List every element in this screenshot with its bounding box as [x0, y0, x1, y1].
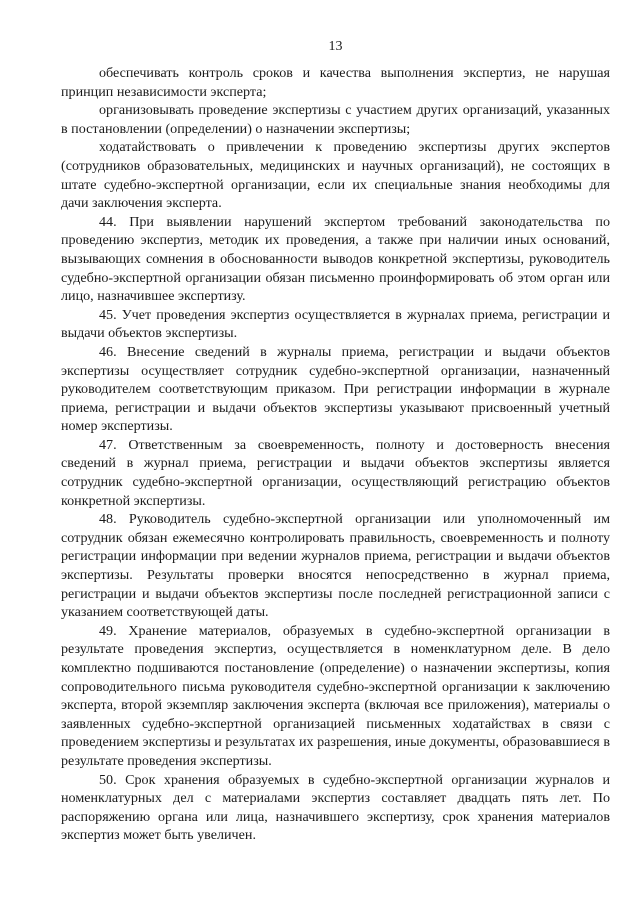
paragraph-control-deadlines: обеспечивать контроль сроков и качества выполнения экспертиз, не нарушая принцип независимости эксперта;: [61, 65, 610, 100]
paragraph-47: 47. Ответственным за своевременность, полноту и достоверность внесения сведений в журнал приема, регистрации и выдачи объектов экспертизы является сотрудник судебно-экспертной организации, осуществляющий регистрацию объектов конкретной экспертизы.: [61, 436, 610, 509]
paragraph-petition-experts: ходатайствовать о привлечении к проведению экспертизы других экспертов (сотрудников образовательных, медицинских и научных организаций), не состоящих в штате судебно-экспертной организации, если их специальные знания необходимы для дачи заключения эксперта.: [61, 139, 610, 212]
paragraph-48: 48. Руководитель судебно-экспертной организации или уполномоченный им сотрудник обязан ежемесячно контролировать правильность, своевременность и полноту регистрации информации при ведении журналов приема, регистрации и выдачи объектов экспертизы. Результаты проверки вносятся непосредственно в журнал приема, регистрации и выдачи объектов экспертизы после последней регистрационной записи с указанием соответствующей даты.: [61, 511, 610, 621]
paragraph-46: 46. Внесение сведений в журналы приема, регистрации и выдачи объектов экспертизы осуществляет сотрудник судебно-экспертной организации, назначенный руководителем соответствующим приказом. При регистрации информации в журнале приема, регистрации и выдачи объектов экспертизы указывают присвоенный учетный номер экспертизы.: [61, 343, 610, 435]
paragraph-44: 44. При выявлении нарушений экспертом требований законодательства по проведению экспертиз, методик их проведения, а также при наличии иных оснований, вызывающих сомнения в обоснованности выводов конкретной экспертизы, руководитель судебно-экспертной организации обязан письменно проинформировать об этом орган или лицо, назначившее экспертизу.: [61, 213, 610, 305]
paragraph-45: 45. Учет проведения экспертиз осуществляется в журналах приема, регистрации и выдачи объектов экспертизы.: [61, 306, 610, 342]
page-number: 13: [328, 39, 343, 54]
paragraph-50: 50. Срок хранения образуемых в судебно-экспертной организации журналов и номенклатурных дел с материалами экспертиз составляет двадцать пять лет. По распоряжению органа или лица, назначившего экспертизу, срок хранения материалов экспертиз может быть увеличен.: [61, 771, 610, 844]
paragraph-49: 49. Хранение материалов, образуемых в судебно-экспертной организации в результате проведения экспертиз, осуществляется в номенклатурном деле. В дело комплектно подшиваются постановление (определение) о назначении экспертизы, копия сопроводительного письма руководителя судебно-экспертной организации к заключению эксперта, второй экземпляр заключения эксперта (включая все приложения), материалы о заявленных судебно-экспертной организацией письменных ходатайствах в связи с проведением экспертизы и результатах их разрешения, иные документы, образовавшиеся в результате проведения экспертизы.: [61, 622, 610, 769]
paragraph-organize-with-others: организовывать проведение экспертизы с участием других организаций, указанных в постановлении (определении) о назначении экспертизы;: [61, 102, 610, 137]
